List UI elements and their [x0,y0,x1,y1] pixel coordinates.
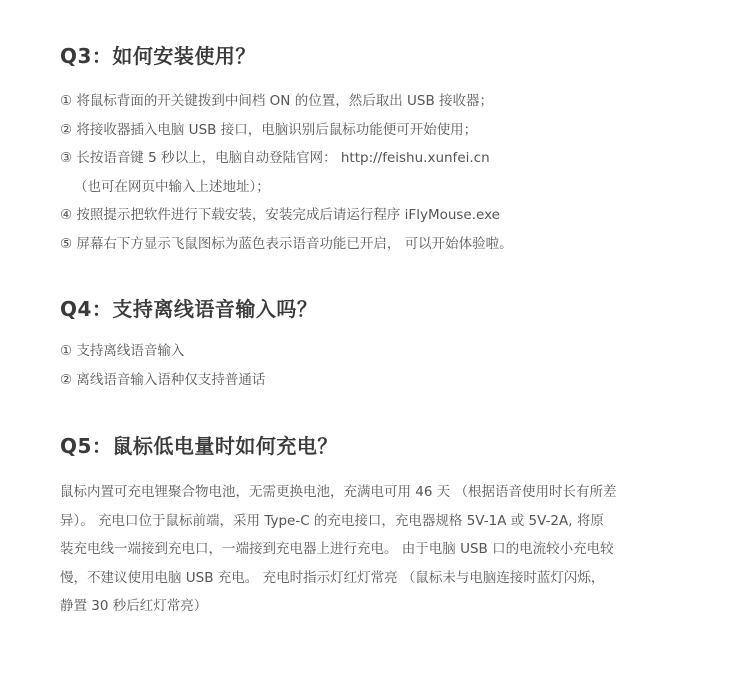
q4-heading: Q4：支持离线语音输入吗？ [60,297,318,321]
q3-heading: Q3：如何安装使用？ [60,44,256,68]
q4-list [60,337,265,394]
q5-heading: Q5：鼠标低电量时如何充电？ [60,434,338,458]
q5-line-2: 异）。 充电口位于鼠标前端，采用 Type-C 的充电接口，充电器规格 5V-1A 或 5V-2A, 将原 [60,512,604,529]
q5-line-1: 鼠标内置可充电锂聚合物电池，无需更换电池，充满电可用 46 天 （根据语音使用时长有所差 [60,484,617,500]
q3-item-3: ③ 长按语音键 5 秒以上，电脑自动登陆官网： http://feishu.xunfei.cn [60,150,490,167]
q5-paragraph [60,478,700,621]
q3-item-4: ④ 按照提示把软件进行下载安装，安装完成后请运行程序 iFlyMouse.exe [60,207,500,224]
q3-item-1: ① 将鼠标背面的开关键拨到中间档 ON 的位置，然后取出 USB 接收器； [60,93,493,109]
q5-line-5: 静置 30 秒后红灯常亮） [60,598,208,615]
q4-item-1: ① 支持离线语音输入 [60,343,185,359]
q3-list [60,87,513,259]
q3-item-2: ② 将接收器插入电脑 USB 接口，电脑识别后鼠标功能便可开始使用； [60,121,478,138]
q4-item-2: ② 离线语音输入语种仅支持普通话 [60,371,266,388]
q3-item-5: ⑤ 屏幕右下方显示飞鼠图标为蓝色表示语音功能已开启， 可以开始体验啦。 [60,235,513,252]
q5-line-4: 慢，不建议使用电脑 USB 充电。 充电时指示灯红灯常亮 （鼠标未与电脑连接时蓝灯闪烁， [60,569,605,586]
q3-item-3-continued: （也可在网页中输入上述地址）； [74,178,270,195]
q5-line-3: 装充电线一端接到充电口，一端接到充电器上进行充电。 由于电脑 USB 口的电流较小充电较 [60,541,614,558]
